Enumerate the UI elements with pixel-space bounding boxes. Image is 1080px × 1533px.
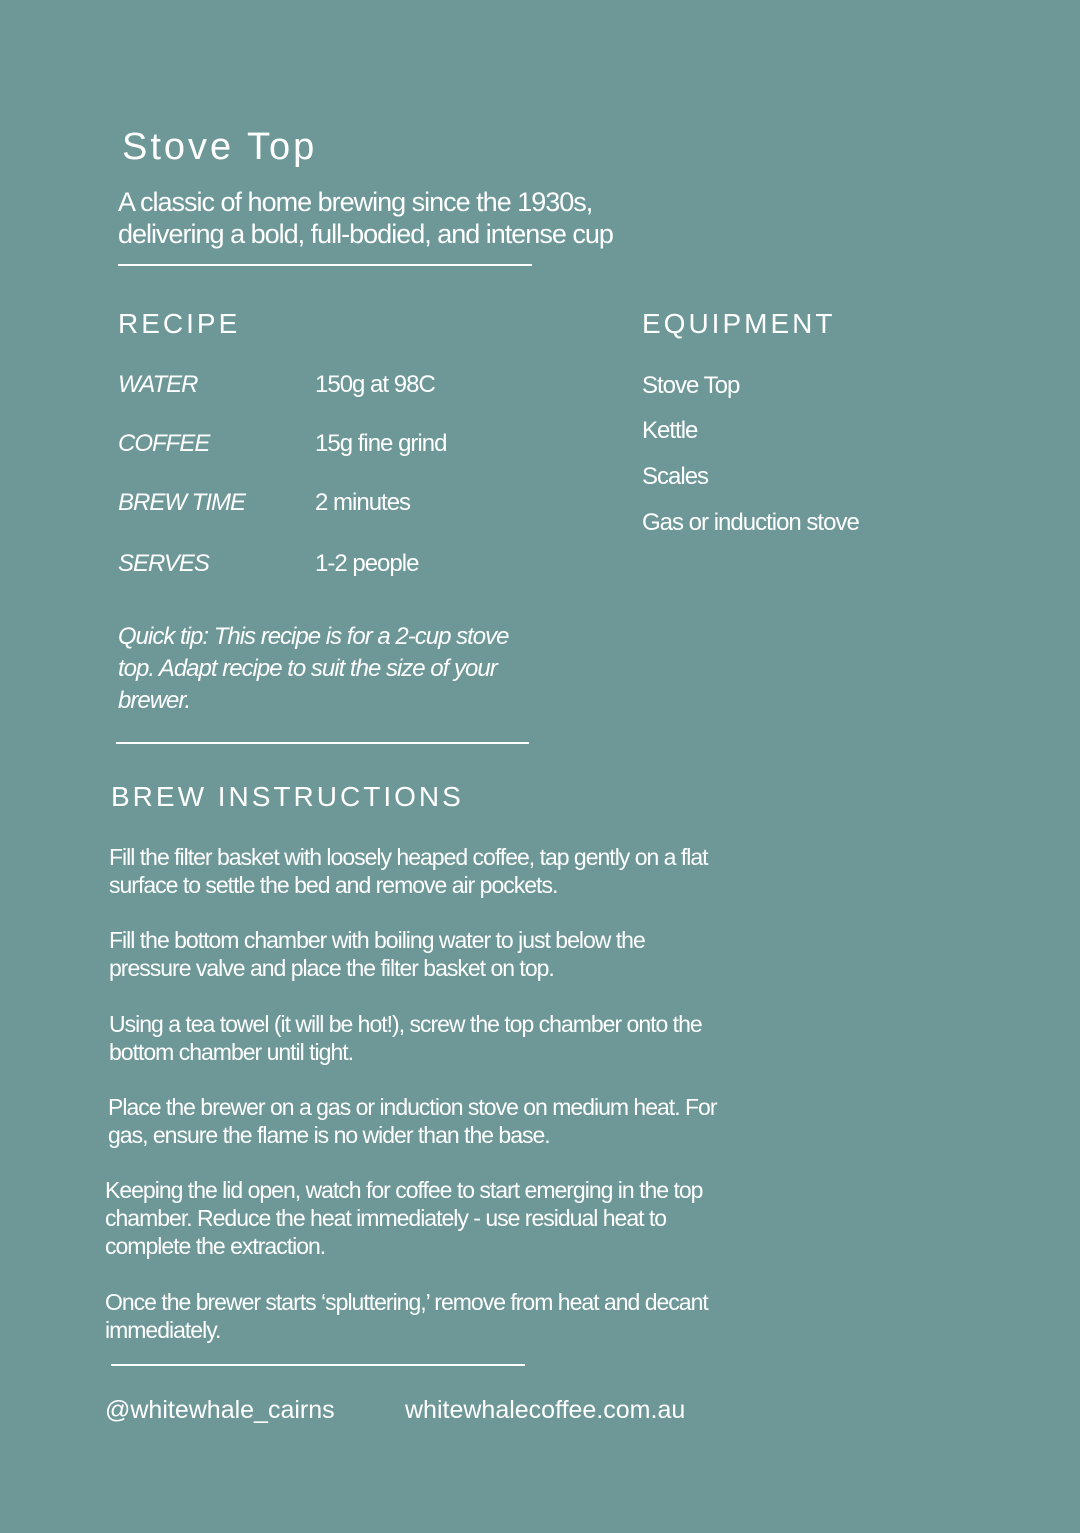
instruction-step: Once the brewer starts ‘spluttering,’ remove from heat and decant immediately. bbox=[105, 1289, 708, 1343]
equipment-item: Scales bbox=[642, 463, 709, 490]
page-subtitle: A classic of home brewing since the 1930s, delivering a bold, full-bodied, and intense cup bbox=[118, 187, 613, 249]
website-url: whitewhalecoffee.com.au bbox=[405, 1396, 686, 1424]
recipe-label: BREW TIME bbox=[118, 489, 245, 516]
recipe-value: 150g at 98C bbox=[315, 371, 435, 398]
divider-middle bbox=[116, 742, 529, 744]
recipe-value: 1-2 people bbox=[315, 550, 419, 577]
recipe-label: WATER bbox=[118, 371, 198, 398]
recipe-row-water bbox=[118, 371, 578, 405]
social-handle: @whitewhale_cairns bbox=[105, 1396, 335, 1424]
equipment-item: Stove Top bbox=[642, 372, 740, 399]
equipment-item: Gas or induction stove bbox=[642, 509, 859, 536]
instruction-step: Place the brewer on a gas or induction stove on medium heat. For gas, ensure the flame is no wider than the base. bbox=[108, 1094, 717, 1148]
instruction-step: Keeping the lid open, watch for coffee to start emerging in the top chamber. Reduce the heat immediately - use residual heat to complete the extraction. bbox=[105, 1177, 703, 1259]
instruction-step: Fill the filter basket with loosely heaped coffee, tap gently on a flat surface to settle the bed and remove air pockets. bbox=[109, 844, 708, 898]
divider-top bbox=[118, 264, 532, 266]
recipe-label: SERVES bbox=[118, 550, 209, 577]
recipe-value: 15g fine grind bbox=[315, 430, 447, 457]
recipe-row-coffee bbox=[118, 430, 578, 464]
quick-tip: Quick tip: This recipe is for a 2-cup stove top. Adapt recipe to suit the size of your brewer. bbox=[118, 623, 509, 714]
recipe-label: COFFEE bbox=[118, 430, 210, 457]
equipment-item: Kettle bbox=[642, 417, 698, 444]
instructions-heading: BREW INSTRUCTIONS bbox=[111, 781, 464, 812]
recipe-row-serves bbox=[118, 550, 578, 584]
instruction-step: Using a tea towel (it will be hot!), screw the top chamber onto the bottom chamber until tight. bbox=[109, 1011, 702, 1065]
equipment-heading: EQUIPMENT bbox=[642, 308, 836, 339]
recipe-value: 2 minutes bbox=[315, 489, 411, 516]
page-title: Stove Top bbox=[122, 126, 318, 168]
recipe-heading: RECIPE bbox=[118, 308, 241, 339]
recipe-row-brew-time bbox=[118, 489, 578, 523]
instruction-step: Fill the bottom chamber with boiling water to just below the pressure valve and place the filter basket on top. bbox=[109, 927, 645, 981]
divider-bottom bbox=[111, 1364, 525, 1366]
